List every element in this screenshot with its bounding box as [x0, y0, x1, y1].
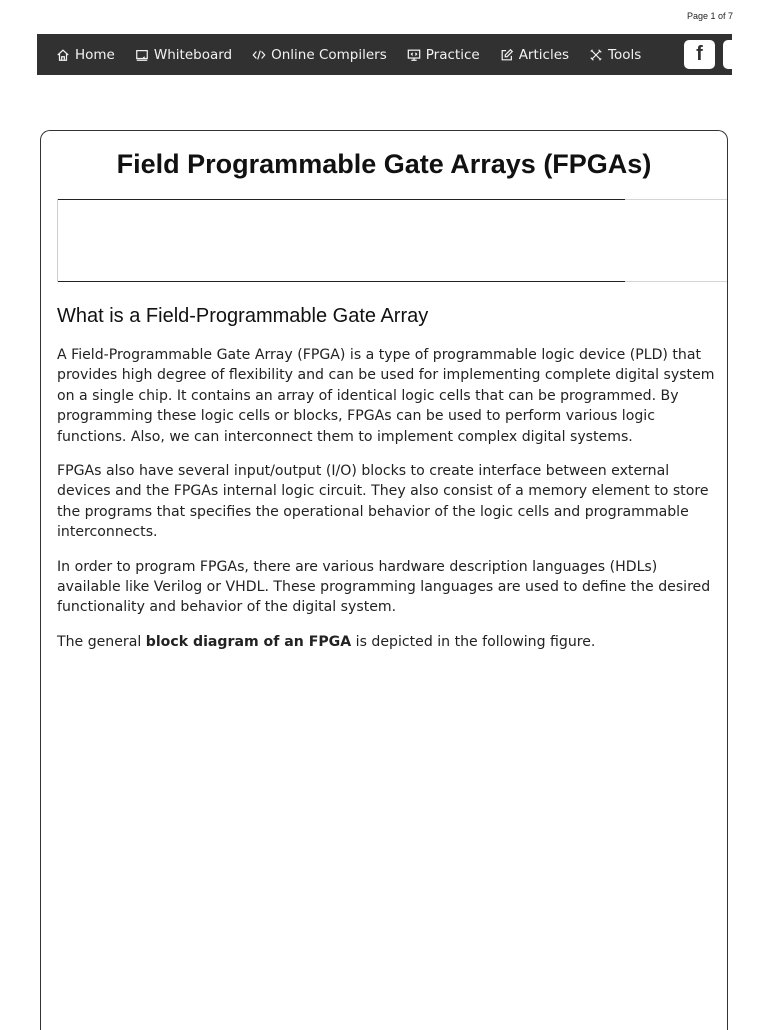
social-button-partial[interactable]: [723, 40, 732, 69]
nav-whiteboard-label: Whiteboard: [153, 46, 233, 63]
nav-tools-label: Tools: [608, 46, 642, 63]
edit-icon: [500, 48, 514, 62]
nav-practice-label: Practice: [425, 46, 480, 63]
paragraph-2: FPGAs also have several input/output (I/O) blocks to create interface between external devices and the FPGAs internal logic circuit. They also consist of a memory element to store the programs that specifies the operational behavior of the logic cells and programmable interconnects.: [57, 463, 709, 541]
article-card: [40, 130, 728, 1030]
facebook-icon: f: [696, 43, 703, 65]
nav-articles-label: Articles: [518, 46, 570, 63]
nav-home-label: Home: [75, 46, 115, 63]
nav-whiteboard[interactable]: [135, 47, 232, 63]
paragraph-3: In order to program FPGAs, there are various hardware description languages (HDLs) available like Verilog or VHDL. These programming languages are used to define the desired functionality and behavior of the digital system.: [57, 558, 711, 616]
nav-home[interactable]: [56, 47, 115, 63]
ad-banner-placeholder: [57, 199, 728, 282]
paragraph-4: [57, 632, 717, 652]
nav-practice[interactable]: [407, 47, 480, 63]
paragraph-4-suffix: is depicted in the following figure.: [351, 633, 596, 650]
tools-icon: [589, 48, 603, 62]
nav-articles[interactable]: [500, 47, 569, 63]
page-title: Field Programmable Gate Arrays (FPGAs): [116, 149, 652, 179]
paragraph-4-bold: block diagram of an FPGA: [145, 633, 352, 650]
nav-online-compilers[interactable]: [252, 47, 387, 63]
nav-tools[interactable]: [589, 47, 641, 63]
article-content: [57, 305, 717, 666]
code-icon: [252, 48, 266, 62]
section-heading: What is a Field-Programmable Gate Array: [57, 305, 429, 327]
home-icon: [56, 48, 70, 62]
nav-online-compilers-label: Online Compilers: [271, 46, 387, 63]
practice-icon: [407, 48, 421, 62]
top-navbar: [37, 34, 732, 75]
page-indicator: Page 1 of 7: [686, 11, 733, 21]
facebook-button[interactable]: [684, 40, 715, 69]
whiteboard-icon: [135, 48, 149, 62]
paragraph-1: A Field-Programmable Gate Array (FPGA) is a type of programmable logic device (PLD) that provides high degree of flexibility and can be used for implementing complete digital system on a single chip. It contains an array of identical logic cells that can be programmed. By programming these logic cells or blocks, FPGAs can be used to perform various logic functions. Also, we can interconnect them to implement complex digital systems.: [57, 347, 715, 445]
paragraph-4-prefix: The general: [57, 633, 146, 650]
